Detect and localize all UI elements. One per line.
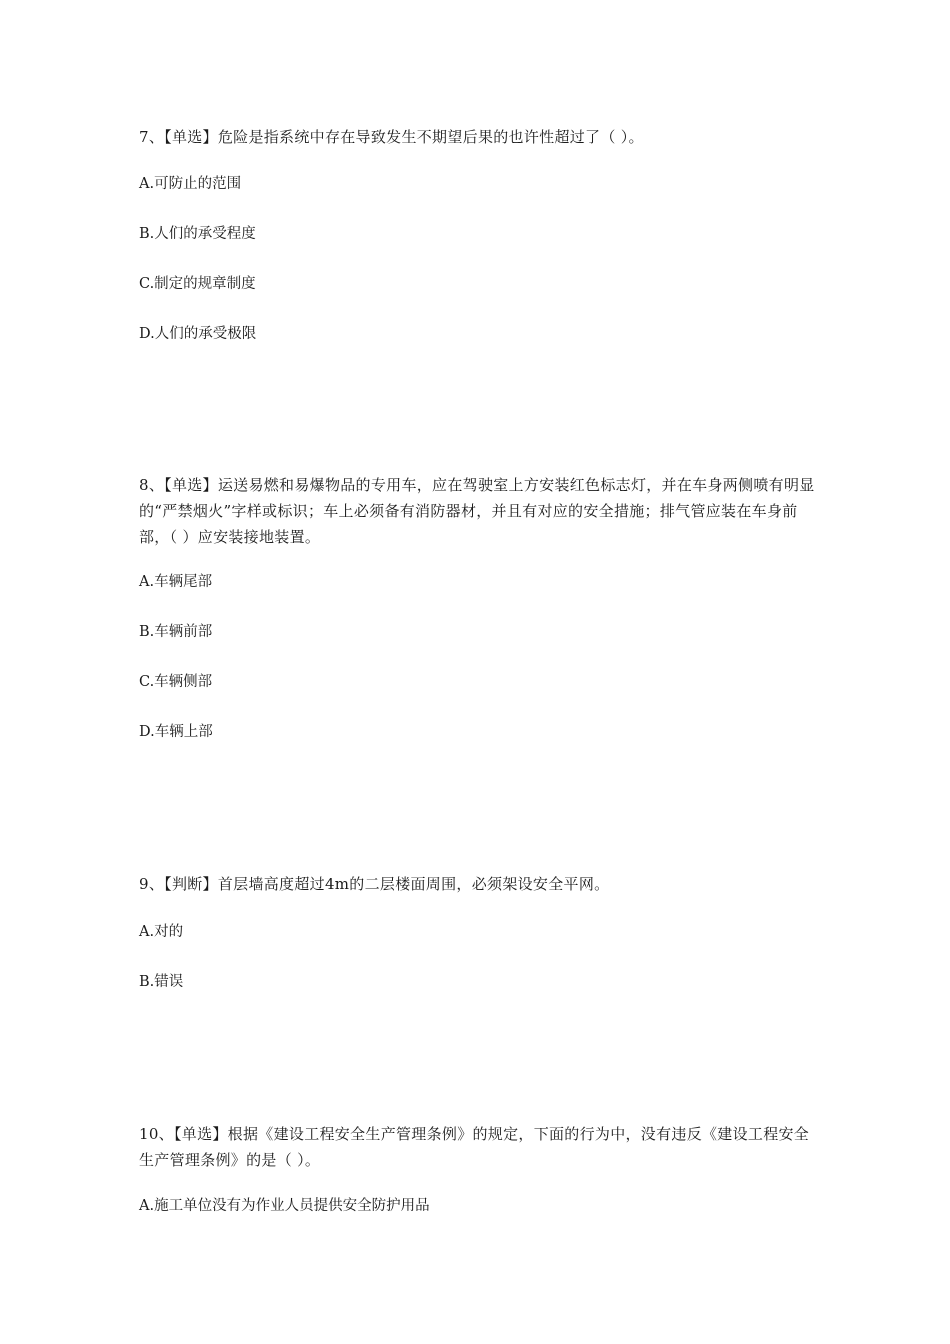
option-a: A.车辆尾部 — [139, 574, 213, 590]
option-b: B.车辆前部 — [139, 624, 213, 640]
question-8 — [139, 472, 819, 740]
question-stem: 7、【单选】危险是指系统中存在导致发生不期望后果的也许性超过了（ ）。 — [139, 128, 644, 146]
option-a: A.施工单位没有为作业人员提供安全防护用品 — [139, 1198, 430, 1214]
question-stem: 10、【单选】根据《建设工程安全生产管理条例》的规定，下面的行为中，没有违反《建设工程安全生产管理条例》的是（ ）。 — [139, 1125, 810, 1169]
option-a: A.可防止的范围 — [139, 176, 242, 192]
option-b: B.错误 — [139, 974, 184, 990]
option-d: D.人们的承受极限 — [139, 326, 257, 342]
question-9 — [139, 871, 819, 990]
option-c: C.制定的规章制度 — [139, 276, 256, 292]
question-stem: 8、【单选】运送易燃和易爆物品的专用车，应在驾驶室上方安装红色标志灯，并在车身两侧喷有明显的“严禁烟火”字样或标识；车上必须备有消防器材，并且有对应的安全措施；排气管应装在车身前部，（ ）应安装接地装置。 — [139, 476, 815, 546]
option-a: A.对的 — [139, 924, 184, 940]
option-d: D.车辆上部 — [139, 724, 213, 740]
question-7 — [139, 124, 819, 342]
option-b: B.人们的承受程度 — [139, 226, 256, 242]
question-stem: 9、【判断】首层墙高度超过4m的二层楼面周围，必须架设安全平网。 — [139, 875, 610, 893]
option-c: C.车辆侧部 — [139, 674, 213, 690]
question-10 — [139, 1121, 819, 1214]
